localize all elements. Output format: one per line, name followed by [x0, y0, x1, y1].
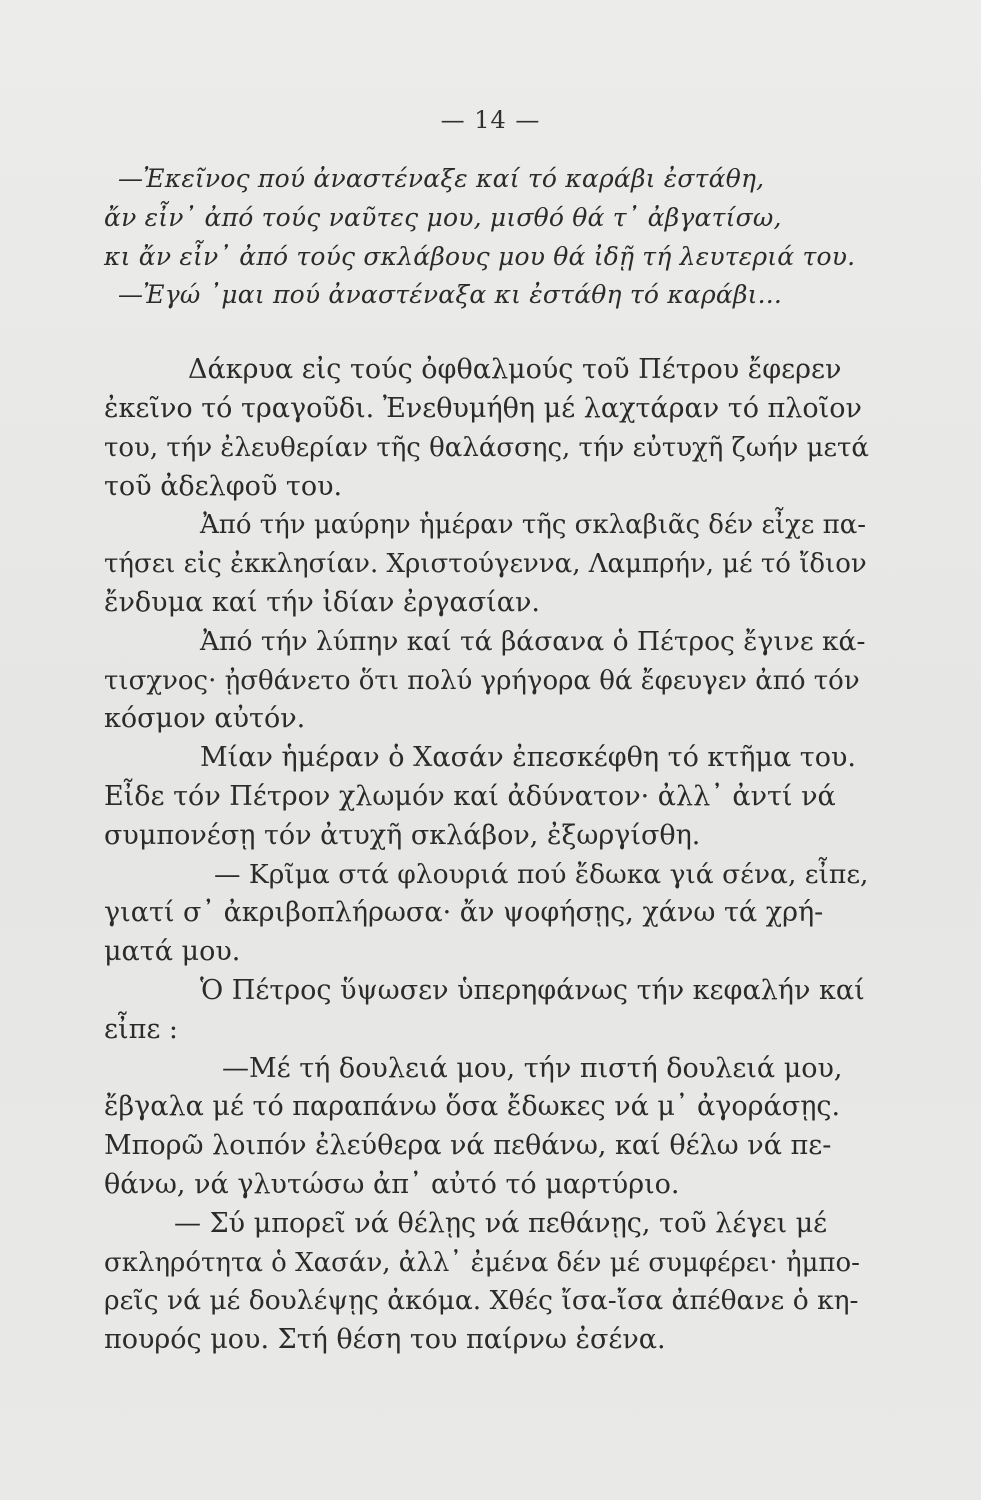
text-line: Ἀπό τήν λύπην καί τά βάσανα ὁ Πέτρος ἔγινε κά-: [200, 625, 866, 657]
text-line: τήσει εἰς ἐκκλησίαν. Χριστούγεννα, Λαμπρήν, μέ τό ἴδιον: [104, 549, 867, 580]
text-line: πουρός μου. Στή θέση του παίρνω ἐσένα.: [104, 1324, 666, 1356]
text-line: του, τήν ἐλευθερίαν τῆς θαλάσσης, τήν εὐτυχῆ ζωήν μετά: [104, 432, 869, 463]
text-line: Μπορῶ λοιπόν ἐλεύθερα νά πεθάνω, καί θέλω νά πε-: [104, 1130, 832, 1162]
text-line: ρεῖς νά μέ δουλέψῃς ἀκόμα. Χθές ἴσα-ἴσα ἀπέθανε ὁ κη-: [104, 1285, 859, 1317]
song-verse: [104, 160, 872, 315]
song-line: —Ἐκεῖνος πού ἀναστέναξε καί τό καράβι ἐστάθη,: [118, 164, 765, 193]
paragraph: [104, 623, 872, 739]
text-line: Μίαν ἡμέραν ὁ Χασάν ἐπεσκέφθη τό κτῆμα του.: [200, 742, 856, 774]
text-line: ἔνδυμα καί τήν ἰδίαν ἐργασίαν.: [104, 586, 540, 618]
text-line: —Μέ τή δουλειά μου, τήν πιστή δουλειά μου,: [222, 1052, 843, 1084]
paragraph: [104, 351, 872, 506]
text-line: ἔβγαλα μέ τό παραπάνω ὅσα ἔδωκες νά μ᾿ ἀγοράσῃς.: [104, 1091, 841, 1123]
text-line: σκληρότητα ὁ Χασάν, ἀλλ᾿ ἐμένα δέν μέ συμφέρει· ἠμπο-: [104, 1247, 860, 1278]
text-line: — Κρῖμα στά φλουριά πού ἔδωκα γιά σένα, εἶπε,: [214, 858, 869, 890]
paragraph: [104, 739, 872, 855]
text-line: τοῦ ἀδελφοῦ του.: [104, 470, 343, 502]
song-line: κι ἄν εἶν᾿ ἀπό τούς σκλάβους μου θά ἰδῇ τή λευτεριά του.: [104, 241, 856, 271]
text-line: ματά μου.: [104, 936, 241, 968]
text-line: Ἀπό τήν μαύρην ἡμέραν τῆς σκλαβιᾶς δέν εἶχε πα-: [200, 510, 867, 541]
paragraph: [104, 972, 872, 1050]
text-line: εἶπε :: [104, 1013, 178, 1045]
text-line: κόσμον αὐτόν.: [104, 703, 306, 735]
paragraph: [104, 856, 872, 972]
text-line: συμπονέσῃ τόν ἀτυχῆ σκλάβον, ἐξωργίσθη.: [104, 819, 701, 851]
text-line: Δάκρυα εἰς τούς ὀφθαλμούς τοῦ Πέτρου ἔφερεν: [188, 354, 842, 386]
song-line: ἄν εἶν᾿ ἀπό τούς ναῦτες μου, μισθό θά τ᾿ ἀβγατίσω,: [104, 202, 782, 232]
paragraph: [104, 1050, 872, 1205]
text-line: γιατί σ᾿ ἀκριβοπλήρωσα· ἄν ψοφήσῃς, χάνω τά χρή-: [104, 897, 824, 929]
text-line: θάνω, νά γλυτώσω ἀπ᾿ αὐτό τό μαρτύριο.: [104, 1168, 680, 1200]
paragraph: [104, 1205, 872, 1360]
page-number: — 14 —: [440, 106, 541, 134]
song-line: —Ἐγώ ᾿μαι πού ἀναστέναξα κι ἐστάθη τό καράβι...: [118, 280, 783, 310]
paragraph: [104, 506, 872, 622]
page-text: [104, 160, 872, 1360]
text-line: τισχνος· ᾐσθάνετο ὅτι πολύ γρήγορα θά ἔφευγεν ἀπό τόν: [104, 665, 860, 696]
text-line: Ὁ Πέτρος ὕψωσεν ὑπερηφάνως τήν κεφαλήν καί: [200, 974, 865, 1006]
text-line: ἐκεῖνο τό τραγοῦδι. Ἐνεθυμήθη μέ λαχτάραν τό πλοῖον: [104, 392, 862, 424]
text-line: — Σύ μπορεῖ νά θέλῃς νά πεθάνῃς, τοῦ λέγει μέ: [174, 1207, 828, 1239]
text-line: Εἶδε τόν Πέτρον χλωμόν καί ἀδύνατον· ἀλλ᾿ ἀντί νά: [104, 780, 836, 812]
